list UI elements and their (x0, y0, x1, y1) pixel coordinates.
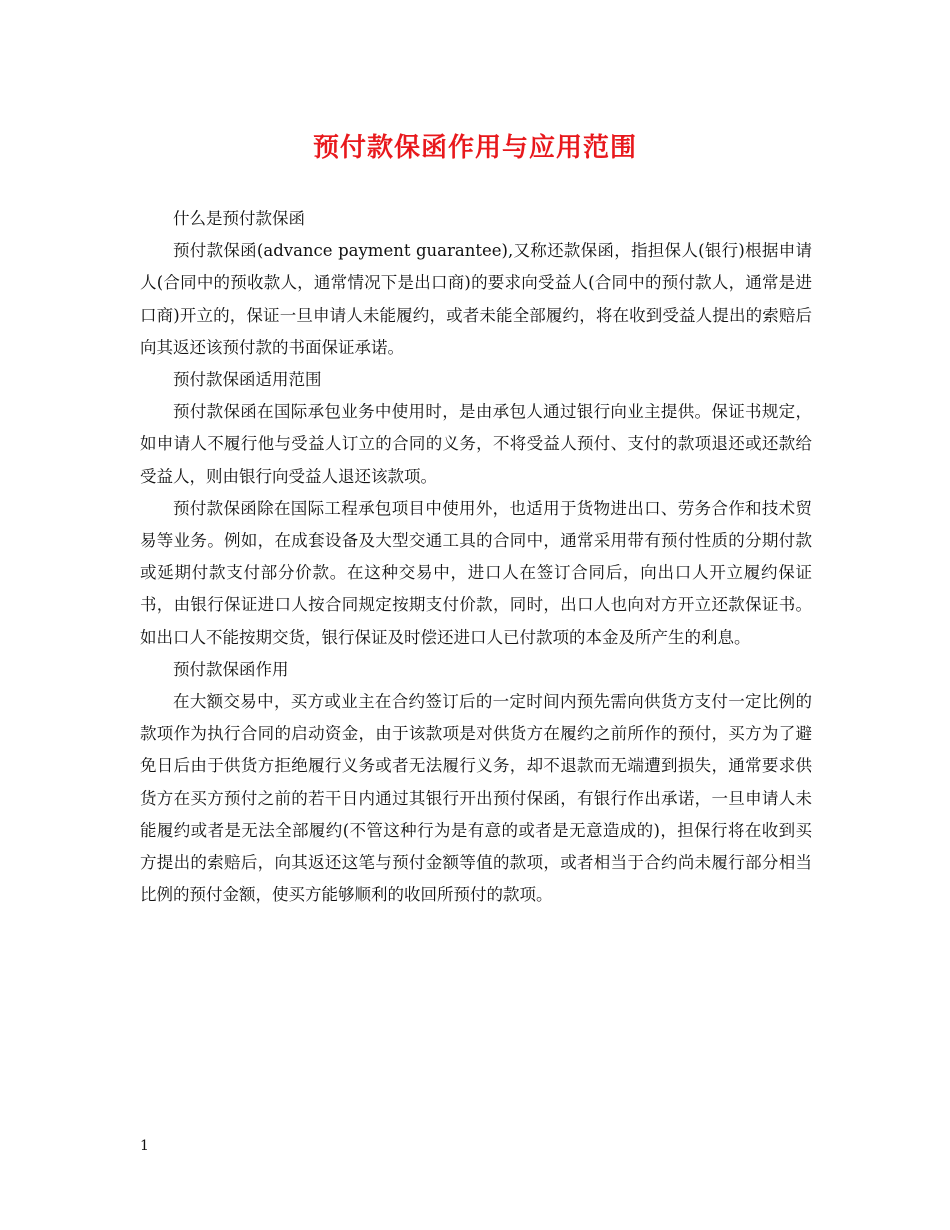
section-heading-function: 预付款保函作用 (173, 659, 289, 679)
paragraph-scope-trade: 预付款保函除在国际工程承包项目中使用外，也适用于货物进出口、劳务合作和技术贸易等业务。例如，在成套设备及大型交通工具的合同中，通常采用带有预付性质的分期付款或延期付款支付部分价款。在这种交易中，进口人在签订合同后，向出口人开立履约保证书，由银行保证进口人按合同规定按期支付价款，同时，出口人也向对方开立还款保证书。如出口人不能按期交货，银行保证及时偿还进口人已付款项的本金及所产生的利息。 (140, 498, 812, 647)
paragraph-definition: 预付款保函(advance payment guarantee),又称还款保函，指担保人(银行)根据申请人(合同中的预收款人，通常情况下是出口商)的要求向受益人(合同中的预付款人，通常是进口商)开立的，保证一旦申请人未能履约，或者未能全部履约，将在收到受益人提出的索赔后向其返还该预付款的书面保证承诺。 (140, 241, 812, 357)
document-body (140, 203, 812, 911)
paragraph-function: 在大额交易中，买方或业主在合约签订后的一定时间内预先需向供货方支付一定比例的款项作为执行合同的启动资金，由于该款项是对供货方在履约之前所作的预付，买方为了避免日后由于供货方拒绝履行义务或者无法履行义务，却不退款而无端遭到损失，通常要求供货方在买方预付之前的若干日内通过其银行开出预付保函，有银行作出承诺，一旦申请人未能履约或者是无法全部履约(不管这种行为是有意的或者是无意造成的)，担保行将在收到买方提出的索赔后，向其返还这笔与预付金额等值的款项，或者相当于合约尚未履行部分相当比例的预付金额，使买方能够顺利的收回所预付的款项。 (140, 692, 812, 905)
paragraph-scope-contracting: 预付款保函在国际承包业务中使用时，是由承包人通过银行向业主提供。保证书规定，如申请人不履行他与受益人订立的合同的义务，不将受益人预付、支付的款项退还或还款给受益人，则由银行向受益人退还该款项。 (140, 402, 812, 486)
section-heading-scope: 预付款保函适用范围 (173, 370, 322, 390)
document-title: 预付款保函作用与应用范围 (312, 133, 637, 163)
section-heading-what-is: 什么是预付款保函 (173, 209, 305, 228)
page-number: 1 (140, 1138, 149, 1154)
